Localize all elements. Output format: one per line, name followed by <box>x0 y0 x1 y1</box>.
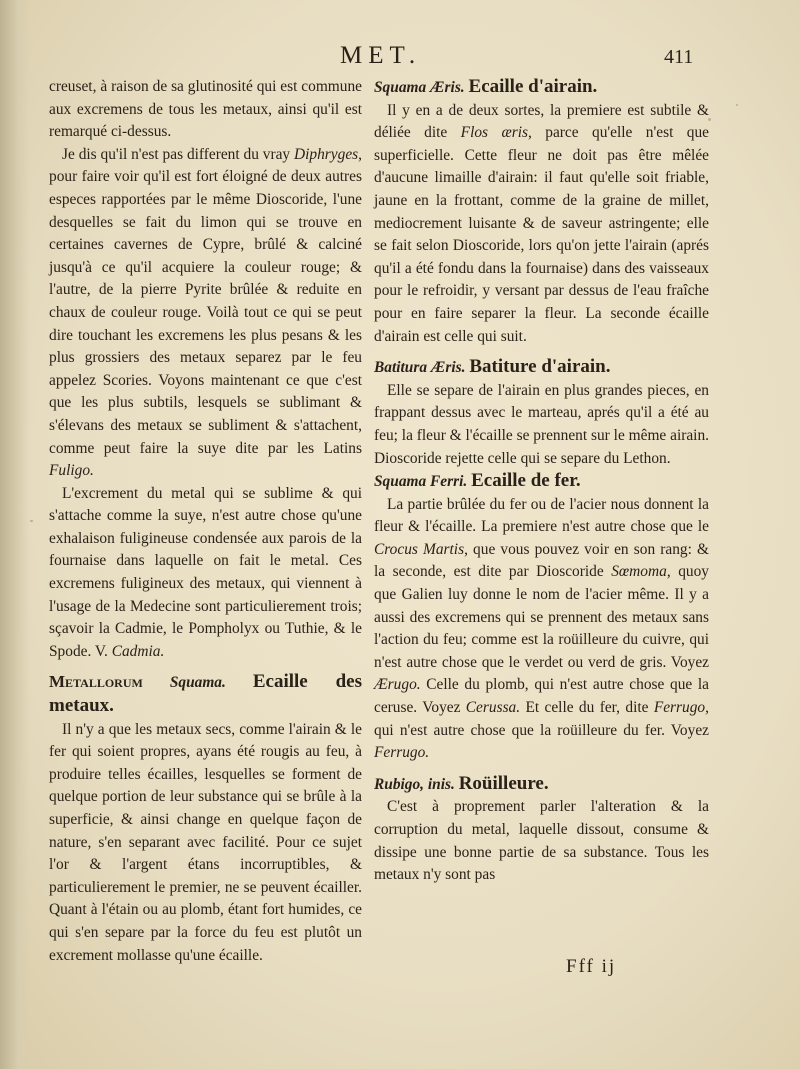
right-column <box>374 76 709 887</box>
term-flos-aeris: Flos æris <box>460 124 528 142</box>
left-paragraph-2: Je dis qu'il n'est pas different du vray Diphryges, pour faire voir qu'il est fort éloigné de deux autres especes rapportées par le même Dioscoride, l'une desquelles se fait du limon qui se trouve en certaines cavernes de Cypre, brûlé & calciné jusqu'à ce qu'il acquiere la couleur rouge; & l'autre, de la pierre Pyrite brûlée & reduite en chaux de couleur rouge. Voilà tout ce qui se peut dire touchant les excremens les plus pesans & les plus grossiers des metaux separez par le feu appelez Scories. Voyons maintenant ce que c'est que les plus subtils, lesquels se sublimant & s'élevans des metaux se subliment & s'attachent, comme peut faire la suye dite par les Latins Fuligo. <box>49 145 362 480</box>
running-head-title: MET. <box>340 42 422 69</box>
ref-ferrugo: Ferrugo. <box>374 744 430 762</box>
left-paragraph-4: Il n'y a que les metaux secs, comme l'airain & le fer qui soient propres, ayans été rougis au feu, à produire telles écailles, lesquelles se forment de quelque portion de leur substance qui se brûle à la superficie, & ainsi change en quelque façon de nature, s'en separant avec facilité. Pour ce sujet l'or & l'argent étans incorruptibles, & particulierement le premier, ne se peuvent écailler. Quant à l'étain ou au plomb, étant fort humides, ce qui s'en separe par la force du feu est plutôt un excrement mollasse qu'une écaille. <box>49 720 362 964</box>
entry-heading-squama-ferri: Squama Ferri. Ecaille de fer. <box>374 470 581 492</box>
term-soemoma: Sœmoma <box>611 563 667 581</box>
entry-heading-rubigo: Rubigo, inis. Roüilleure. <box>374 772 549 794</box>
entry-heading-squama-aeris: Squama Æris. Ecaille d'airain. <box>374 76 598 97</box>
page-number: 411 <box>664 46 694 68</box>
right-paragraph-4: C'est à proprement parler l'alteration & la corruption du metal, laquelle dissout, consume & dissipe une bonne partie de sa substance. Tous les metaux n'y sont pas <box>374 798 709 884</box>
term-diphryges: Diphryges <box>294 145 359 163</box>
right-paragraph-3: La partie brûlée du fer ou de l'acier nous donnent la fleur & l'écaille. La premiere n'est autre chose que le Crocus Martis, que vous pouvez voir en son rang: & la seconde, est dite par Dioscoride Sœmoma, quoy que Galien luy donne le nom de l'acier même. Il y a aussi des excremens qui se prennent des metaux sans l'action du feu; comme est la roüilleure du cuivre, qui n'est autre chose que le verdet ou verd de gris. Voyez Ærugo. Celle du plomb, qui n'est autre chose que la ceruse. Voyez Cerussa. Et celle du fer, dite Ferrugo, qui n'est autre chose que la roüilleure du fer. Voyez Ferrugo. <box>374 495 709 762</box>
term-crocus-martis: Crocus Martis <box>374 540 465 558</box>
page-gutter-shadow <box>0 0 30 1069</box>
entry-heading-batitura-aeris: Batitura Æris. Batiture d'airain. <box>374 356 611 378</box>
ink-speck <box>736 104 738 106</box>
ink-speck <box>708 118 711 121</box>
right-paragraph-2: Elle se separe de l'airain en plus grandes pieces, en frappant dessus avec le marteau, aprés qu'il a été au feu; la fleur & l'écaille se prennent sur le même airain. Dioscoride rejette celle qui se separe du Lethon. <box>374 381 709 467</box>
left-paragraph-3: L'excrement du metal qui se sublime & qui s'attache comme la suye, n'est autre chose qu'une exhalaison fuligineuse condensée aux parois de la fournaise dans laquelle on fait le metal. Ces excremens fuligineux des metaux, qui viennent à l'usage de la Medecine sont particulierement trois; sçavoir la Cadmie, le Pompholyx ou Tuthie, & le Spode. V. Cadmia. <box>49 484 362 660</box>
ref-cerussa: Cerussa. <box>465 699 521 717</box>
running-head <box>0 42 800 72</box>
term-fuligo: Fuligo. <box>49 462 94 480</box>
ref-cadmia: Cadmia. <box>111 642 165 660</box>
right-paragraph-1: Il y en a de deux sortes, la premiere est subtile & déliée dite Flos æris, parce qu'elle n'est que superficielle. Cette fleur ne doit pas être mêlée d'aucune limaille d'airain: il faut qu'elle soit friable, jaune en la frottant, comme de la graine de millet, mediocrement luisante & de saveur astringente; elle se fait selon Dioscoride, lors qu'on jette l'airain (aprés qu'il a été fondu dans la fournaise) dans des vaisseaux pour le refroidir, y versant par dessus de l'eau fraîche pour en faire separer la fleur. La seconde écaille d'airain est celle qui suit. <box>374 101 710 345</box>
left-paragraph-1: creuset, à raison de sa glutinosité qui est commune aux excremens de tous les metaux, ainsi qu'il est remarqué ci-dessus. <box>49 78 362 141</box>
signature-catchword: Fff ij <box>566 956 617 977</box>
left-column <box>49 76 362 967</box>
term-ferrugo: Ferrugo <box>653 699 706 717</box>
entry-heading-metallorum-squama: Metallorum Squama. Ecaille des metaux. <box>49 671 362 717</box>
ref-aerugo: Ærugo. <box>374 676 421 694</box>
ink-speck <box>30 520 33 522</box>
